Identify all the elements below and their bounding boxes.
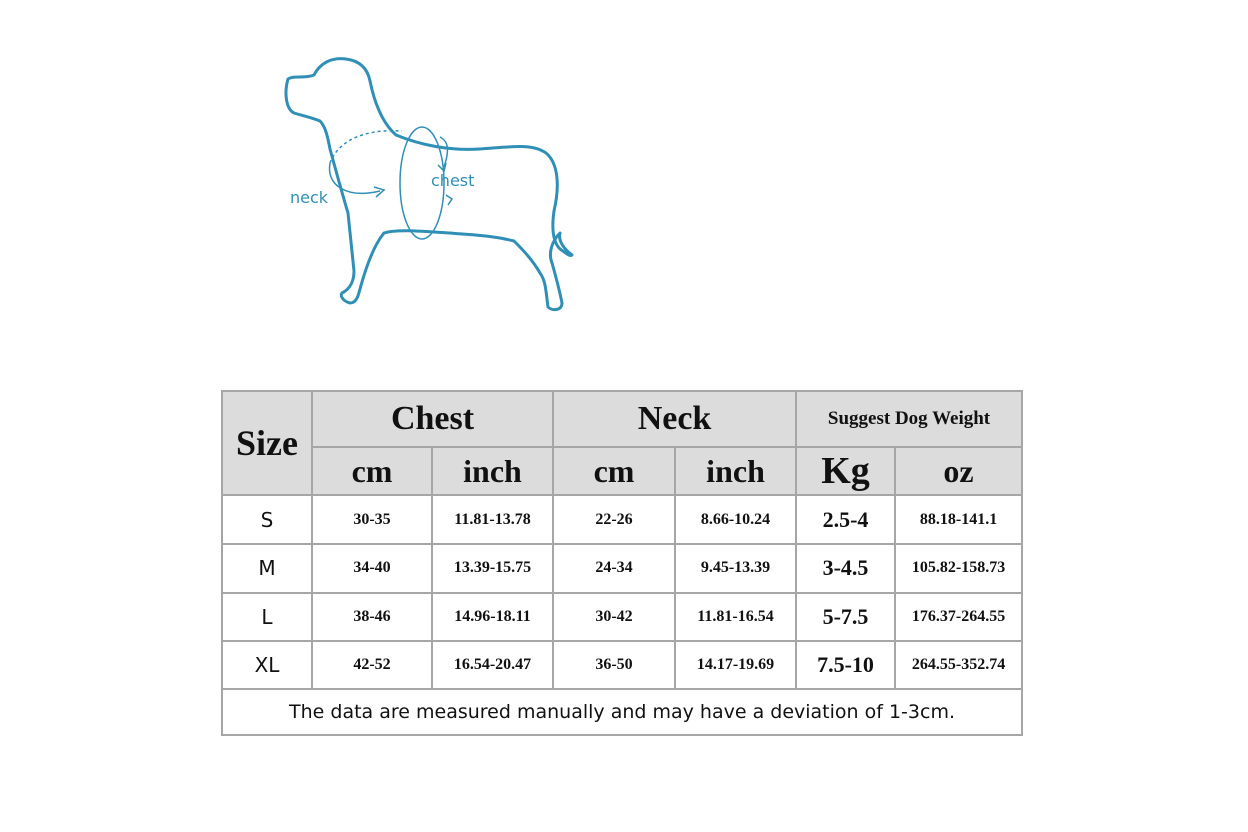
neck-header: Neck: [553, 391, 796, 447]
measurement-note: The data are measured manually and may have a deviation of 1-3cm.: [222, 689, 1022, 735]
table-row: [222, 495, 1022, 544]
unit-chest-inch: inch: [432, 447, 553, 495]
chest-cm-cell: 38-46: [312, 593, 432, 641]
chest-inch-cell: 14.96-18.11: [432, 593, 553, 641]
neck-cm-cell: 22-26: [553, 495, 675, 544]
weight-oz-cell: 88.18-141.1: [895, 495, 1022, 544]
weight-kg-cell: 3-4.5: [796, 544, 895, 592]
neck-inch-cell: 9.45-13.39: [675, 544, 796, 592]
neck-measure-loop: [330, 131, 402, 163]
unit-neck-cm: cm: [553, 447, 675, 495]
chest-cm-cell: 30-35: [312, 495, 432, 544]
unit-weight-oz: oz: [895, 447, 1022, 495]
dog-measurement-diagram: [270, 45, 600, 325]
chest-cm-cell: 34-40: [312, 544, 432, 592]
chest-inch-cell: 11.81-13.78: [432, 495, 553, 544]
row-size: M: [222, 544, 312, 592]
table-row: [222, 641, 1022, 689]
size-chart-table: [221, 390, 1023, 736]
chest-arrow-down-icon: [446, 195, 452, 205]
dog-outline: [286, 59, 572, 310]
unit-weight-kg: Kg: [796, 447, 895, 495]
chest-header: Chest: [312, 391, 553, 447]
row-size: S: [222, 495, 312, 544]
size-header: Size: [222, 391, 312, 495]
table-row: [222, 544, 1022, 592]
neck-label: neck: [290, 188, 329, 207]
neck-inch-cell: 8.66-10.24: [675, 495, 796, 544]
neck-cm-cell: 36-50: [553, 641, 675, 689]
weight-oz-cell: 264.55-352.74: [895, 641, 1022, 689]
weight-kg-cell: 5-7.5: [796, 593, 895, 641]
unit-neck-inch: inch: [675, 447, 796, 495]
row-size: L: [222, 593, 312, 641]
weight-kg-cell: 2.5-4: [796, 495, 895, 544]
chest-inch-cell: 16.54-20.47: [432, 641, 553, 689]
neck-cm-cell: 30-42: [553, 593, 675, 641]
unit-chest-cm: cm: [312, 447, 432, 495]
weight-oz-cell: 176.37-264.55: [895, 593, 1022, 641]
weight-oz-cell: 105.82-158.73: [895, 544, 1022, 592]
weight-header: Suggest Dog Weight: [796, 391, 1022, 447]
neck-cm-cell: 24-34: [553, 544, 675, 592]
chest-inch-cell: 13.39-15.75: [432, 544, 553, 592]
neck-inch-cell: 11.81-16.54: [675, 593, 796, 641]
weight-kg-cell: 7.5-10: [796, 641, 895, 689]
neck-inch-cell: 14.17-19.69: [675, 641, 796, 689]
chest-label: chest: [431, 171, 475, 190]
table-row: [222, 593, 1022, 641]
chest-cm-cell: 42-52: [312, 641, 432, 689]
row-size: XL: [222, 641, 312, 689]
